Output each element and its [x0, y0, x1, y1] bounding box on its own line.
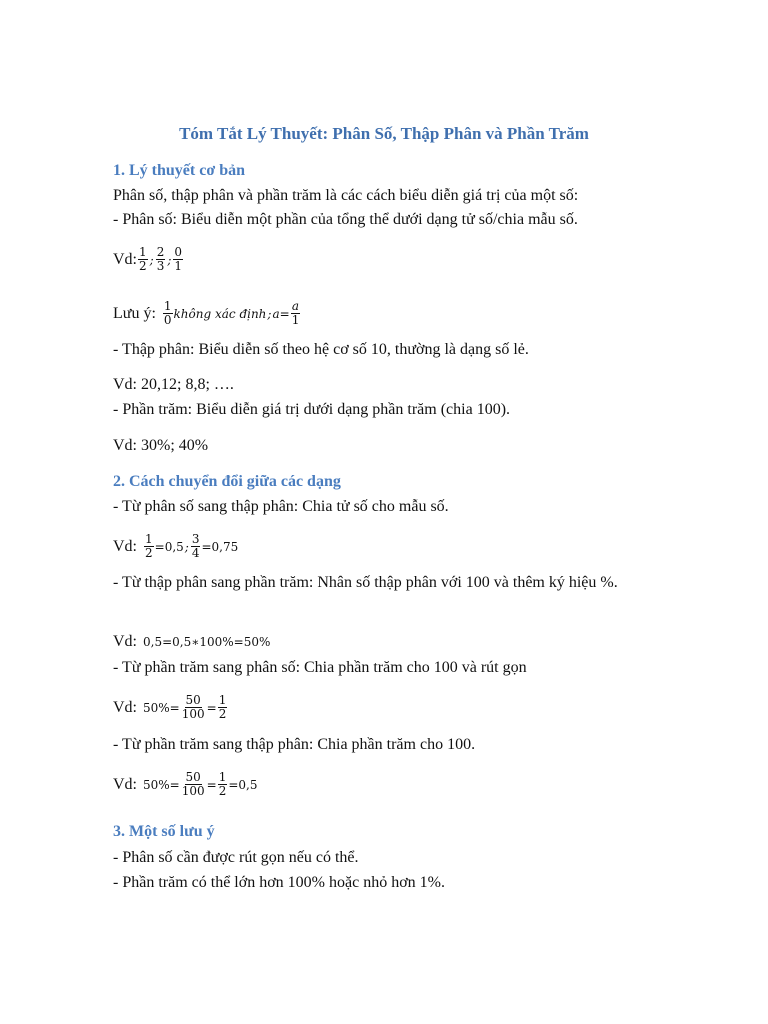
s3-note-1: - Phân số cần được rút gọn nếu có thể. [113, 849, 359, 866]
note-label: Lưu ý: [113, 304, 156, 322]
fraction: $\frac{1}{2}$ [145, 532, 153, 560]
example-label: Vd: [113, 250, 137, 268]
s2-decimal-to-percent: - Từ thập phân sang phần trăm: Nhân số thập phân với 100 và thêm ký hiệu %. [113, 574, 618, 591]
fraction: $\frac{1}{2}$ [218, 770, 227, 798]
fraction: $\frac{50}{100}$ [181, 770, 205, 798]
s1-intro: Phân số, thập phân và phần trăm là các cách biểu diễn giá trị của một số: [113, 187, 579, 204]
example-label: Vd: [113, 775, 137, 793]
s2-percent-to-decimal: - Từ phần trăm sang thập phân: Chia phần trăm cho 100. [113, 736, 476, 753]
fraction: $\frac{3}{4}$ [191, 532, 200, 560]
s2-percent-to-fraction: - Từ phần trăm sang phân số: Chia phần trăm cho 100 và rút gọn [113, 659, 527, 676]
fraction: $\frac{50}{100}$ [181, 693, 205, 721]
document-title: Tóm Tắt Lý Thuyết: Phân Số, Thập Phân và Phần Trăm [179, 124, 589, 143]
fraction: $\frac{1}{0}$ [163, 299, 172, 327]
note-undefined-text: không xác định [173, 306, 267, 321]
s2-example-2: Vd: 0,5=0,5∗100%=50% [113, 633, 271, 650]
section-1-heading: 1. Lý thuyết cơ bản [113, 162, 245, 179]
section-3-heading: 3. Một số lưu ý [113, 823, 215, 840]
s1-percent-example: Vd: 30%; 40% [113, 437, 209, 454]
s2-example-4: Vd: 50%= $\frac{50}{100}$ = $\frac{1}{2}$ =0,5 [113, 770, 258, 798]
s2-example-1: Vd: $\frac{1}{2}$ =0,5 ; $\frac{3}{4}$ =0,75 [113, 532, 239, 560]
fraction: $\frac{1}{2}$ [218, 693, 227, 721]
s2-example-3: Vd: 50%= $\frac{50}{100}$ = $\frac{1}{2}$ [113, 693, 227, 721]
s1-note: Lưu ý: $\frac{1}{0}$ không xác định ; a= $\frac{a}{1}$ [113, 299, 300, 327]
example-label: Vd: [113, 698, 137, 716]
s1-fraction-example: Vd: $\frac{1}{2}$ ; $\frac{2}{3}$ ; $\frac{0}{1}$ [113, 245, 183, 273]
s1-decimal-definition: - Thập phân: Biểu diễn số theo hệ cơ số 10, thường là dạng số lẻ. [113, 341, 529, 358]
s1-decimal-example: Vd: 20,12; 8,8; …. [113, 376, 234, 393]
s2-fraction-to-decimal: - Từ phân số sang thập phân: Chia tử số cho mẫu số. [113, 498, 449, 515]
s1-percent-definition: - Phần trăm: Biểu diễn giá trị dưới dạng phần trăm (chia 100). [113, 401, 511, 418]
section-2-heading: 2. Cách chuyển đổi giữa các dạng [113, 473, 341, 490]
s3-note-2: - Phần trăm có thể lớn hơn 100% hoặc nhỏ hơn 1%. [113, 874, 445, 891]
fraction: $\frac{0}{1}$ [174, 245, 183, 273]
example-label: Vd: [113, 633, 137, 650]
s1-fraction-definition: - Phân số: Biểu diễn một phần của tổng thể dưới dạng tử số/chia mẫu số. [113, 211, 578, 228]
fraction: $\frac{1}{2}$ [139, 245, 147, 273]
example-label: Vd: [113, 537, 137, 555]
fraction: $\frac{a}{1}$ [291, 299, 300, 327]
fraction: $\frac{2}{3}$ [156, 245, 165, 273]
